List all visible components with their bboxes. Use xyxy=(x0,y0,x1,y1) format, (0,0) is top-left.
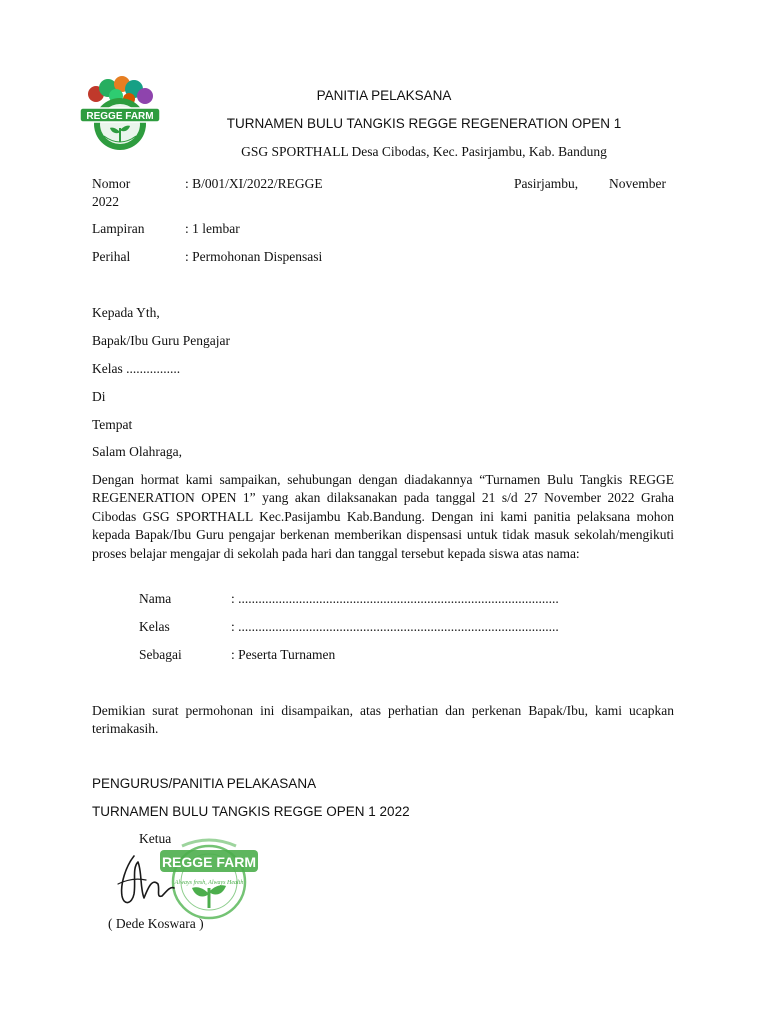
field-kelas-value: : ............................................................................................... xyxy=(231,619,559,634)
letter-year: 2022 xyxy=(92,194,119,209)
stamp-brand-text: REGGE FARM xyxy=(161,854,257,870)
signature-org-2: TURNAMEN BULU TANGKIS REGGE OPEN 1 2022 xyxy=(92,804,410,819)
address-line-5: Tempat xyxy=(92,417,133,432)
field-sebagai-label: Sebagai xyxy=(139,647,182,662)
logo-brand-text: REGGE FARM xyxy=(86,111,154,122)
perihal-label: Perihal xyxy=(92,249,131,264)
header-divider xyxy=(92,163,674,164)
field-kelas-label: Kelas xyxy=(139,619,170,634)
signatory-name: ( Dede Koswara ) xyxy=(108,916,204,931)
field-nama-label: Nama xyxy=(139,591,172,606)
address-line-4: Di xyxy=(92,389,106,404)
signature-role: Ketua xyxy=(139,831,172,846)
lampiran-label: Lampiran xyxy=(92,221,145,236)
letter-place: Pasirjambu, xyxy=(514,176,579,191)
address-line-1: Kepada Yth, xyxy=(92,305,160,320)
stamp-tagline: Always fresh, Always Health xyxy=(174,880,244,886)
lampiran-value: : 1 lembar xyxy=(185,221,240,236)
nomor-label: Nomor xyxy=(92,176,131,191)
field-sebagai-value: : Peserta Turnamen xyxy=(231,647,336,662)
address-line-2: Bapak/Ibu Guru Pengajar xyxy=(92,333,230,348)
letter-month: November xyxy=(609,176,666,191)
signature-org-1: PENGURUS/PANITIA PELAKASANA xyxy=(92,776,317,791)
header-line-2: TURNAMEN BULU TANGKIS REGGE REGENERATION OPEN 1 xyxy=(226,116,622,131)
regge-farm-logo xyxy=(74,74,166,154)
address-line-3: Kelas ................ xyxy=(92,361,181,376)
handwritten-signature xyxy=(112,848,182,918)
nomor-value: : B/001/XI/2022/REGGE xyxy=(185,176,323,191)
perihal-value: : Permohonan Dispensasi xyxy=(185,249,323,264)
header-line-1: PANITIA PELAKSANA xyxy=(316,88,452,103)
body-paragraph: Dengan hormat kami sampaikan, sehubungan dengan diadakannya “Turnamen Bulu Tangkis REGGE REGENERATION OPEN 1” yang akan dilaksanakan pada tanggal 21 s/d 27 November 2022 Graha Cibodas GSG SPORTHALL Kec.Pasijambu Kab.Bandung. Dengan ini kami panitia pelaksana mohon kepada Bapak/Ibu Guru pengajar berkenan memberikan dispensasi untuk tidak masuk sekolah/mengikuti proses belajar mengajar di sekolah pada hari dan tanggal tersebut kepada siswa atas nama: xyxy=(92,472,674,561)
header-line-3: GSG SPORTHALL Desa Cibodas, Kec. Pasirjambu, Kab. Bandung xyxy=(241,144,607,159)
closing-paragraph: Demikian surat permohonan ini disampaikan, atas perhatian dan perkenan Bapak/Ibu, kami ucapkan terimakasih. xyxy=(92,703,674,737)
field-nama-value: : ............................................................................................... xyxy=(231,591,559,606)
greeting: Salam Olahraga, xyxy=(92,444,182,459)
